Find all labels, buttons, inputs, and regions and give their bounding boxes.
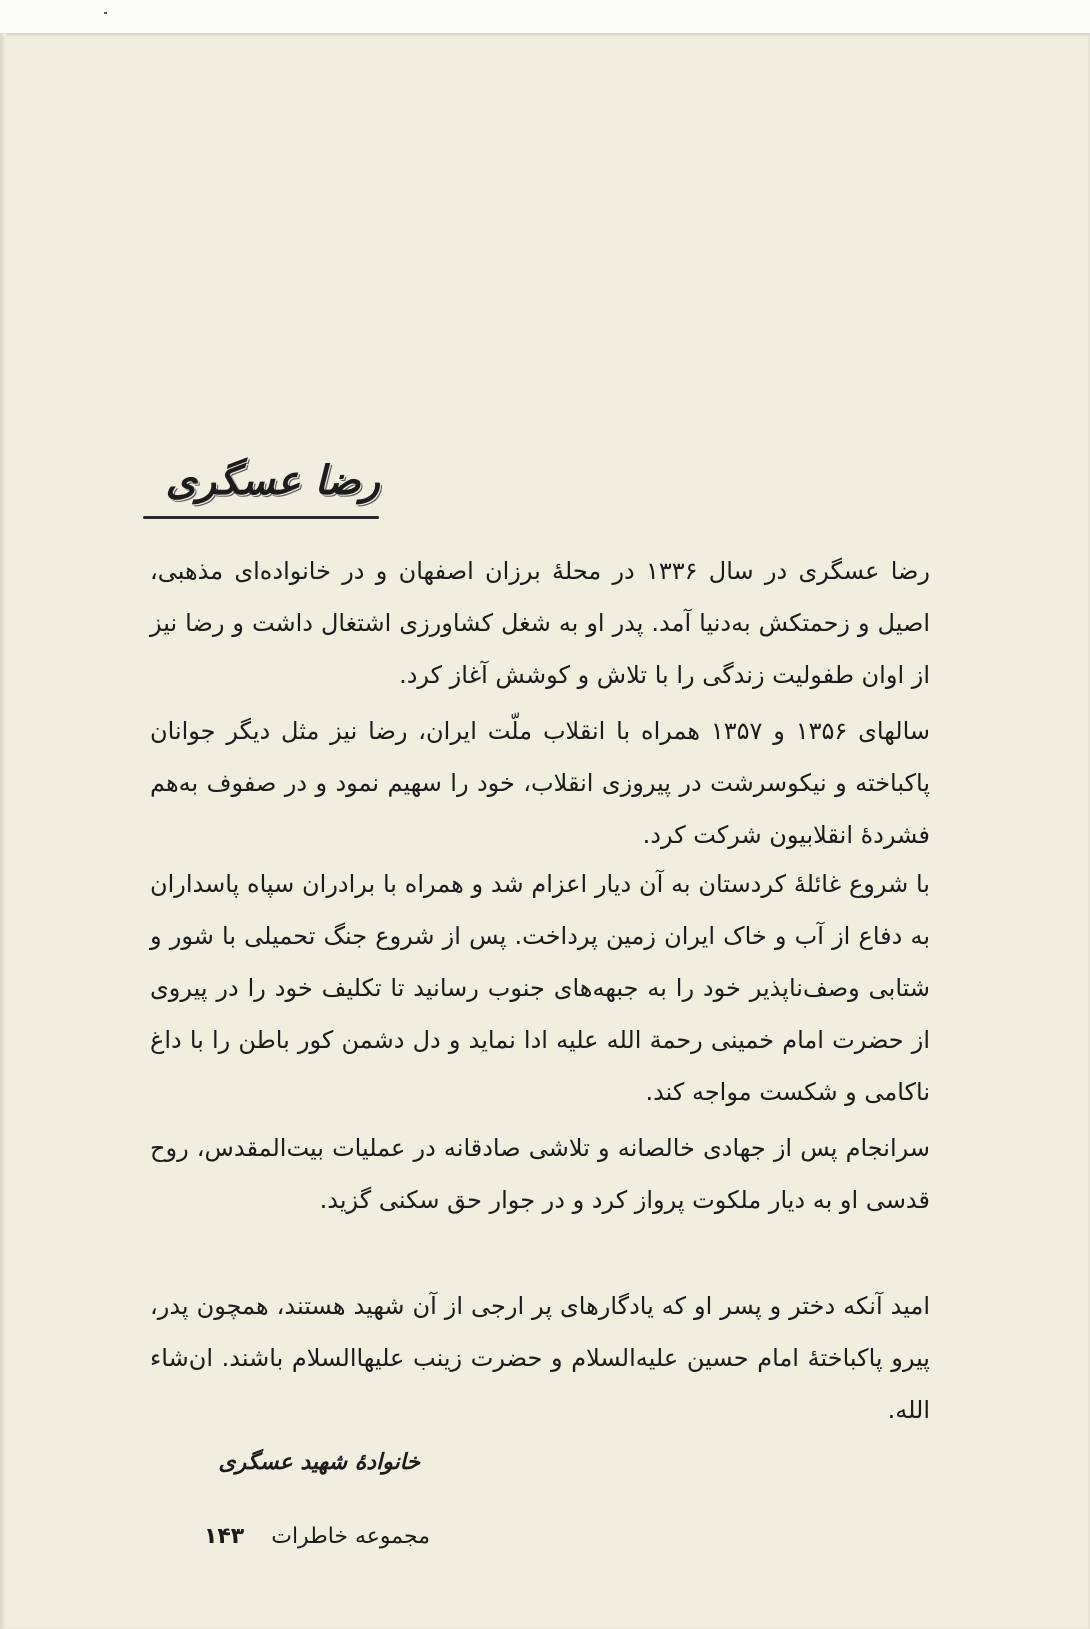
- page-edge-shadow: [0, 33, 6, 1629]
- paragraph-4: سرانجام پس از جهادی خالصانه و تلاشی صادقانه در عملیات بیت‌المقدس، روح قدسی او به دیار ملکوت پرواز کرد و در جوار حق سکنی گزید.: [150, 1134, 930, 1214]
- title-underline: [143, 516, 379, 519]
- page-number: ۱۴۳: [203, 1524, 245, 1549]
- scanner-background: [0, 0, 1090, 33]
- signature: خانوادهٔ شهید عسگری: [218, 1450, 420, 1475]
- paragraph-5: امید آنکه دختر و پسر او که یادگارهای پر ارجی از آن شهید هستند، همچون پدر، پیرو پاکباختهٔ امام حسین علیه‌السلام و حضرت زینب علیهاالسلام باشند. ان‌شاء الله.: [150, 1292, 930, 1424]
- page-title: رضا عسگری: [165, 458, 380, 504]
- scan-speck: [104, 12, 107, 14]
- page-footer: [160, 1524, 430, 1549]
- footer-book-title: مجموعه خاطرات: [271, 1524, 430, 1549]
- paragraph-1: رضا عسگری در سال ۱۳۳۶ در محلهٔ برزان اصفهان و در خانواده‌ای مذهبی، اصیل و زحمتکش به‌دنیا آمد. پدر او به شغل کشاورزی اشتغال داشت و رضا نیز از اوان طفولیت زندگی را با تلاش و کوشش آغاز کرد.: [150, 557, 930, 689]
- paragraph-2: سالهای ۱۳۵۶ و ۱۳۵۷ همراه با انقلاب ملّت ایران، رضا نیز مثل دیگر جوانان پاکباخته و نیکوسرشت در پیروزی انقلاب، خود را سهیم نمود و در صفوف به‌هم فشردهٔ انقلابیون شرکت کرد.: [150, 717, 930, 849]
- paragraph-3: با شروع غائلهٔ کردستان به آن دیار اعزام شد و همراه با برادران سپاه پاسداران به دفاع از آب و خاک ایران زمین پرداخت. پس از شروع جنگ تحمیلی با شور و شتابی وصف‌ناپذیر خود را به جبهه‌های جنوب رسانید تا تکلیف خود را در پیروی از حضرت امام خمینی رحمة الله علیه ادا نماید و دل دشمن کور باطن را با داغ ناکامی و شکست مواجه کند.: [150, 870, 930, 1106]
